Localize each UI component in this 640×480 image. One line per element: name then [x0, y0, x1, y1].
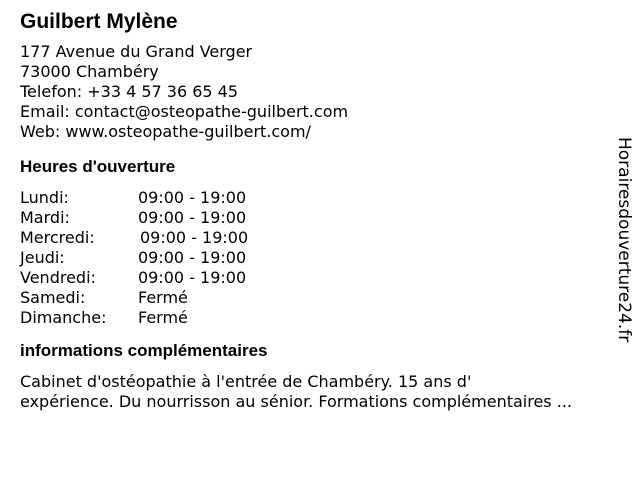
hours-row-sunday — [20, 308, 620, 328]
hours-table — [20, 188, 620, 328]
hours-heading: Heures d'ouverture — [20, 157, 176, 176]
hours-day-label: Mercredi: — [20, 228, 95, 247]
email-line: Email: contact@osteopathe-guilbert.com — [20, 102, 349, 121]
hours-day-label: Dimanche: — [20, 308, 107, 327]
hours-day-label: Mardi: — [20, 208, 70, 227]
hours-time-value: 09:00 - 19:00 — [138, 248, 247, 267]
info-heading: informations complémentaires — [20, 341, 268, 360]
phone-line: Telefon: +33 4 57 36 65 45 — [20, 82, 239, 101]
hours-day-label: Lundi: — [20, 188, 69, 207]
hours-row-saturday — [20, 288, 620, 308]
info-text-line-2: expérience. Du nourrisson au sénior. Formations complémentaires ... — [20, 392, 572, 411]
business-card — [20, 8, 620, 412]
contact-block — [20, 42, 620, 142]
hours-time-value: 09:00 - 19:00 — [140, 228, 249, 247]
address-line-2: 73000 Chambéry — [20, 62, 159, 81]
hours-row-tuesday — [20, 208, 620, 228]
hours-time-value: 09:00 - 19:00 — [138, 268, 247, 287]
hours-time-value: 09:00 - 19:00 — [138, 188, 247, 207]
address-line-1: 177 Avenue du Grand Verger — [20, 42, 253, 61]
hours-day-label: Samedi: — [20, 288, 86, 307]
hours-time-value: Fermé — [138, 308, 188, 327]
brand-watermark-text: Horairesdouverture24.fr — [614, 137, 634, 343]
hours-row-friday — [20, 268, 620, 288]
hours-time-value: Fermé — [138, 288, 188, 307]
business-name: Guilbert Mylène — [20, 10, 178, 33]
hours-time-value: 09:00 - 19:00 — [138, 208, 247, 227]
hours-day-label: Vendredi: — [20, 268, 96, 287]
brand-watermark — [612, 137, 636, 373]
info-text-line-1: Cabinet d'ostéopathie à l'entrée de Chambéry. 15 ans d' — [20, 372, 472, 391]
hours-row-monday — [20, 188, 620, 208]
website-line: Web: www.osteopathe-guilbert.com/ — [20, 122, 311, 141]
hours-row-wednesday — [20, 228, 620, 248]
hours-row-thursday — [20, 248, 620, 268]
hours-day-label: Jeudi: — [20, 248, 65, 267]
info-description — [20, 372, 620, 412]
